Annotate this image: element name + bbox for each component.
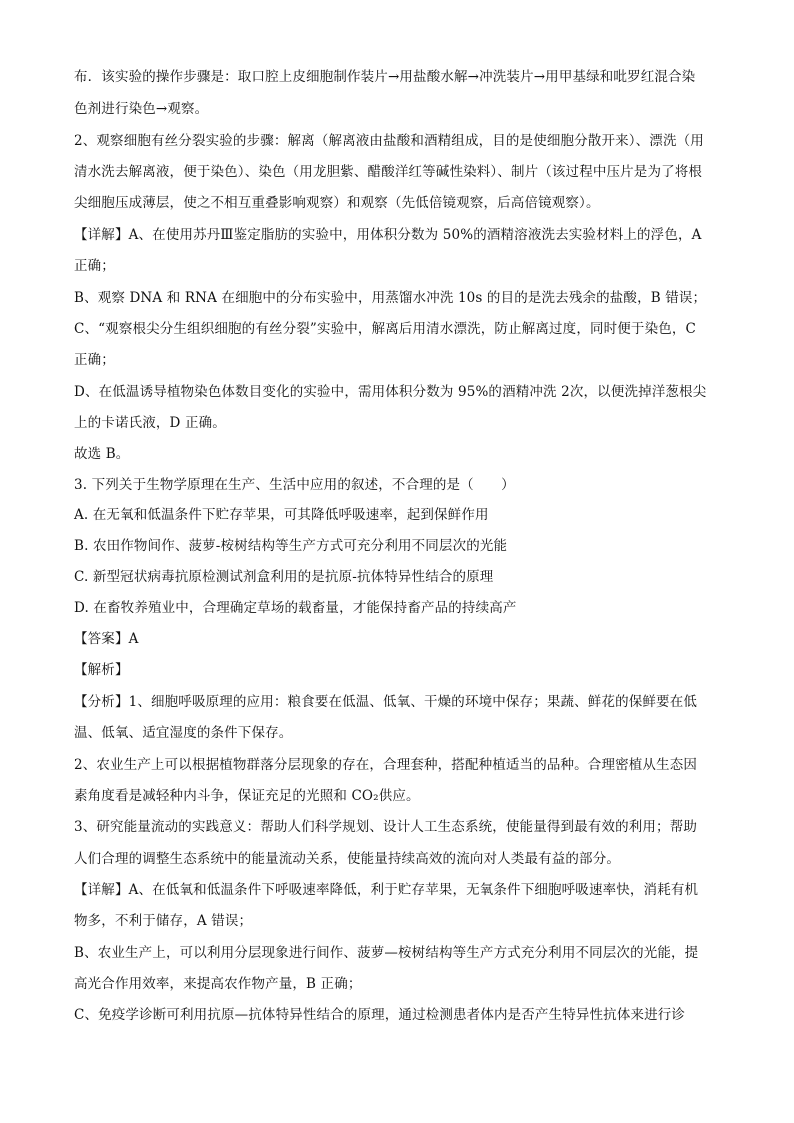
text-line: 物多，不利于储存，A 错误； [74, 913, 253, 929]
text-line: 清水洗去解离液，便于染色）、染色（用龙胆紫、醋酸洋红等碱性染料）、制片（该过程中压片是为了将根 [74, 164, 703, 180]
text-line: 上的卡诺氏液，D 正确。 [74, 415, 226, 431]
text-line: 布．该实验的操作步骤是：取口腔上皮细胞制作装片→用盐酸水解→冲洗装片→用甲基绿和吡罗红混合染 [74, 69, 696, 85]
analysis-label: 【解析】 [74, 662, 129, 678]
text-line: D、在低温诱导植物染色体数目变化的实验中，需用体积分数为 95%的酒精冲洗 2次，以便洗掉洋葱根尖 [74, 384, 707, 400]
text-line: 故选 B。 [74, 446, 130, 462]
option-a: A. 在无氧和低温条件下贮存苹果，可其降低呼吸速率，起到保鲜作用 [74, 507, 489, 523]
text-line: 3、研究能量流动的实践意义：帮助人们科学规划、设计人工生态系统，使能量得到最有效的利用；帮助 [74, 819, 697, 835]
question-stem: 3. 下列关于生物学原理在生产、生活中应用的叙述，不合理的是（ ） [74, 477, 515, 493]
text-line: 高光合作用效率，来提高农作物产量，B 正确； [74, 976, 362, 992]
text-line: 【详解】A、在低氧和低温条件下呼吸速率降低，利于贮存苹果，无氧条件下细胞呼吸速率快，消耗有机 [74, 882, 699, 898]
text-line: 2、农业生产上可以根据植物群落分层现象的存在，合理套种，搭配种植适当的品种。合理密植从生态因 [74, 757, 697, 773]
text-line: 【分析】1、细胞呼吸原理的应用：粮食要在低温、低氧、干燥的环境中保存；果蔬、鲜花的保鲜要在低 [74, 694, 697, 710]
text-line: 正确； [74, 352, 115, 368]
text-line: 人们合理的调整生态系统中的能量流动关系，使能量持续高效的流向对人类最有益的部分。 [74, 851, 620, 867]
text-line: 色剂进行染色→观察。 [74, 101, 209, 117]
text-line: B、观察 DNA 和 RNA 在细胞中的分布实验中，用蒸馏水冲洗 10s 的目的是洗去残余的盐酸，B 错误； [74, 290, 707, 306]
text-line: 正确； [74, 258, 115, 274]
option-b: B. 农田作物间作、菠萝-桉树结构等生产方式可充分利用不同层次的光能 [74, 538, 508, 554]
text-line: 温、低氧、适宜湿度的条件下保存。 [74, 725, 293, 741]
text-line: 尖细胞压成薄层，使之不相互重叠影响观察）和观察（先低倍镜观察，后高倍镜观察）。 [74, 195, 600, 211]
text-line: B、农业生产上，可以利用分层现象进行间作、菠萝—桉树结构等生产方式充分利用不同层次的光能，提 [74, 945, 699, 961]
option-c: C. 新型冠状病毒抗原检测试剂盒利用的是抗原-抗体特异性结合的原理 [74, 569, 494, 585]
text-line: C、“观察根尖分生组织细胞的有丝分裂”实验中，解离后用清水漂洗，防止解离过度，同时便于染色，C [74, 321, 697, 337]
option-d: D. 在畜牧养殖业中，合理确定草场的载畜量，才能保持畜产品的持续高产 [74, 600, 517, 616]
text-line: 素角度看是减轻种内斗争，保证充足的光照和 CO₂供应。 [74, 788, 420, 804]
text-line: 2、观察细胞有丝分裂实验的步骤：解离（解离液由盐酸和酒精组成，目的是使细胞分散开来）、漂洗（用 [74, 133, 704, 149]
answer-label: 【答案】A [74, 631, 139, 647]
text-line: 【详解】A、在使用苏丹Ⅲ鉴定脂肪的实验中，用体积分数为 50%的酒精溶液洗去实验材料上的浮色，A [74, 227, 702, 243]
text-line: C、免疫学诊断可利用抗原—抗体特异性结合的原理，通过检测患者体内是否产生特异性抗体来进行诊 [74, 1007, 686, 1023]
